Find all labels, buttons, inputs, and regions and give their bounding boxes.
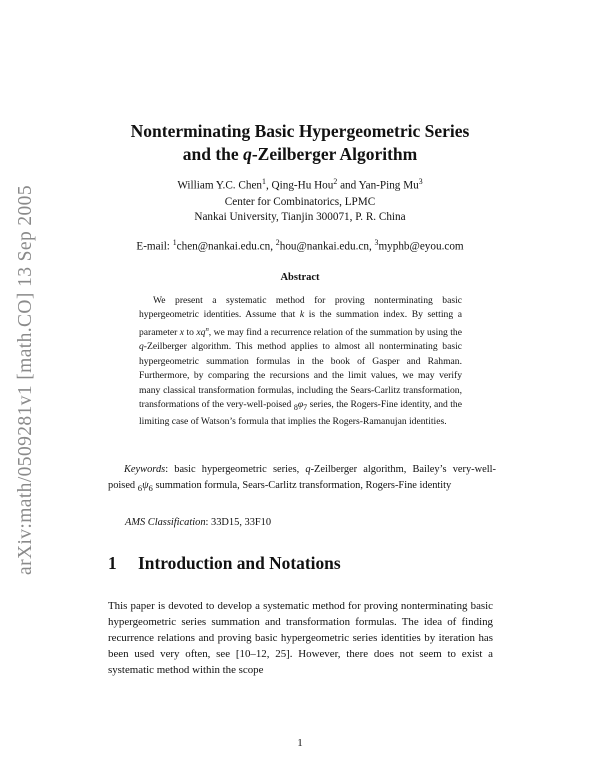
paper-title [80, 120, 520, 166]
author-2: Qing-Hu Hou [271, 179, 334, 192]
title-line-1: Nonterminating Basic Hypergeometric Series [130, 121, 470, 141]
abstract-body: We present a systematic method for proving nonterminating basic hypergeometric identities. Assume that k is the summation index. By setting a parameter x to $xq^n$, we may find a recurrence relation of the summation by using the q-Zeilberger algorithm. This method applies to almost all nonterminating basic hypergeometric summation formulas in the book of Gasper and Rahman. Furthermore, by comparing the recursions and the limit values, we may verify many classical transformation formulas, including the Sears-Carlitz transformation, transformations of the very-well-poised $_8\varphi_7$ series, the Rogers-Fine identity, and the limiting case of Watson’s formula that implies the Rogers-Ramanujan identities. [139, 295, 462, 428]
section-number: 1 [108, 553, 117, 573]
author-3: Yan-Ping Mu [358, 179, 419, 192]
author-1: William Y.C. Chen [177, 179, 263, 192]
abstract-heading: Abstract [280, 272, 320, 283]
ams-label: AMS Classification [125, 517, 206, 528]
affiliation-line-2: Nankai University, Tianjin 300071, P. R. China [194, 211, 406, 223]
section-title: Introduction and Notations [138, 553, 341, 573]
keywords: Keywords: basic hypergeometric series, q-Zeilberger algorithm, Bailey’s very-well-poised $_6\psi_6$ summation formula, Sears-Carlitz transformation, Rogers-Fine identity [108, 464, 496, 493]
email-1: chen@nankai.edu.cn [176, 240, 271, 253]
arxiv-stamp [4, 160, 48, 600]
email-2: hou@nankai.edu.cn [279, 240, 369, 253]
section-heading [108, 553, 341, 574]
title-line-2: and the q-Zeilberger Algorithm [182, 144, 418, 164]
ams-value: 33D15, 33F10 [211, 517, 272, 528]
body-paragraph: This paper is devoted to develop a systematic method for proving nonterminating basic hypergeometric series summation and transformation formulas. The idea of finding recurrence relations and proving basic hypergeometric series identities by iteration has been used very often, see [10–12, 25]. However, there does not seem to exist a systematic method within the scope [108, 600, 493, 677]
ams-classification: AMS Classification: 33D15, 33F10 [125, 517, 272, 528]
affiliation-line-1: Center for Combinatorics, LPMC [224, 196, 376, 208]
keywords-label: Keywords [124, 464, 166, 475]
arxiv-stamp-text: arXiv:math/0509281v1 [math.CO] 13 Sep 2005 [15, 185, 36, 575]
email-3: myphb@eyou.com [378, 240, 464, 253]
author-list: William Y.C. Chen$^1$, Qing-Hu Hou$^2$ and Yan-Ping Mu$^3$ [177, 177, 423, 192]
page-number: 1 [297, 737, 303, 749]
email-line: E-mail: $^1$chen@nankai.edu.cn, $^2$hou@nankai.edu.cn, $^3$myphb@eyou.com [136, 238, 464, 253]
